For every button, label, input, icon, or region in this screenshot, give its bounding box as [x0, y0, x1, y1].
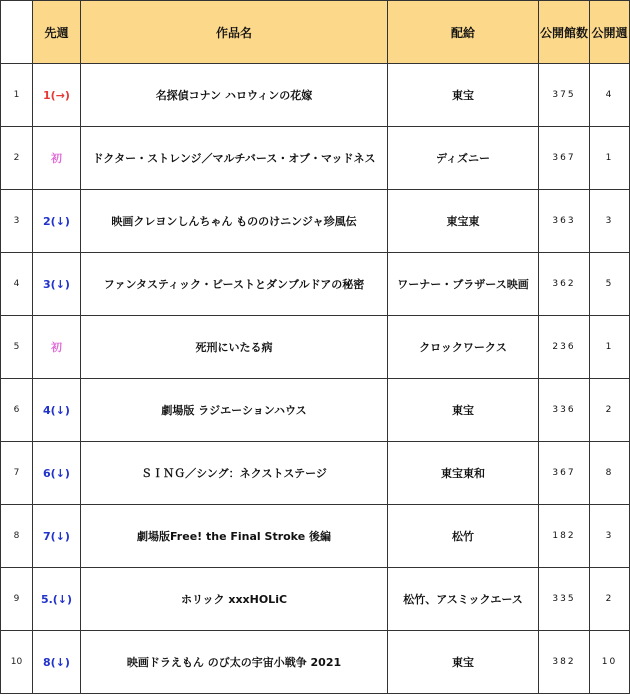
cell-distributor: 東宝 [388, 64, 539, 127]
cell-theaters: 236 [539, 316, 590, 379]
cell-weeks: 1 [590, 316, 630, 379]
cell-theaters: 367 [539, 442, 590, 505]
cell-title: 名探偵コナン ハロウィンの花嫁 [81, 64, 388, 127]
table-row [1, 127, 630, 190]
header-row [1, 1, 630, 64]
cell-title: 映画ドラえもん のび太の宇宙小戦争 2021 [81, 631, 388, 694]
cell-distributor: ワーナー・ブラザース映画 [388, 253, 539, 316]
cell-theaters: 362 [539, 253, 590, 316]
cell-prev-week: 5.(↓) [33, 568, 81, 631]
cell-rank: 7 [1, 442, 33, 505]
table-header [1, 1, 630, 64]
header-theaters: 公開館数 [539, 1, 590, 64]
cell-theaters: 336 [539, 379, 590, 442]
cell-title: 映画クレヨンしんちゃん もののけニンジャ珍風伝 [81, 190, 388, 253]
header-weeks: 公開週 [590, 1, 630, 64]
cell-weeks: 4 [590, 64, 630, 127]
cell-weeks: 5 [590, 253, 630, 316]
cell-title: 劇場版 ラジエーションハウス [81, 379, 388, 442]
cell-distributor: 東宝 [388, 631, 539, 694]
cell-distributor: 松竹 [388, 505, 539, 568]
cell-weeks: 10 [590, 631, 630, 694]
cell-weeks: 2 [590, 568, 630, 631]
cell-rank: 8 [1, 505, 33, 568]
cell-title: ファンタスティック・ビーストとダンブルドアの秘密 [81, 253, 388, 316]
cell-distributor: 松竹、アスミックエース [388, 568, 539, 631]
table-row [1, 442, 630, 505]
cell-theaters: 382 [539, 631, 590, 694]
table-row [1, 568, 630, 631]
cell-prev-week: 2(↓) [33, 190, 81, 253]
cell-prev-week: 6(↓) [33, 442, 81, 505]
cell-weeks: 3 [590, 505, 630, 568]
cell-prev-week: 4(↓) [33, 379, 81, 442]
table-row [1, 253, 630, 316]
cell-weeks: 3 [590, 190, 630, 253]
cell-prev-week: 1(→) [33, 64, 81, 127]
table-row [1, 64, 630, 127]
cell-rank: 1 [1, 64, 33, 127]
cell-prev-week: 8(↓) [33, 631, 81, 694]
cell-prev-week: 初 [33, 316, 81, 379]
cell-rank: 4 [1, 253, 33, 316]
cell-theaters: 375 [539, 64, 590, 127]
cell-rank: 5 [1, 316, 33, 379]
table-row [1, 316, 630, 379]
cell-distributor: ディズニー [388, 127, 539, 190]
table-row [1, 505, 630, 568]
cell-title: ＳＩＮＧ／シング：ネクストステージ [81, 442, 388, 505]
cell-rank: 10 [1, 631, 33, 694]
cell-prev-week: 7(↓) [33, 505, 81, 568]
table-body [1, 64, 630, 694]
cell-rank: 2 [1, 127, 33, 190]
cell-theaters: 335 [539, 568, 590, 631]
header-distributor: 配給 [388, 1, 539, 64]
cell-title: ホリック xxxHOLiC [81, 568, 388, 631]
cell-distributor: クロックワークス [388, 316, 539, 379]
table-row [1, 631, 630, 694]
cell-title: 劇場版Free! the Final Stroke 後編 [81, 505, 388, 568]
cell-rank: 9 [1, 568, 33, 631]
cell-distributor: 東宝 [388, 379, 539, 442]
cell-rank: 6 [1, 379, 33, 442]
cell-theaters: 363 [539, 190, 590, 253]
cell-distributor: 東宝東和 [388, 442, 539, 505]
cell-title: ドクター・ストレンジ／マルチバース・オブ・マッドネス [81, 127, 388, 190]
cell-theaters: 182 [539, 505, 590, 568]
cell-prev-week: 3(↓) [33, 253, 81, 316]
cell-rank: 3 [1, 190, 33, 253]
table-row [1, 379, 630, 442]
cell-theaters: 367 [539, 127, 590, 190]
cell-distributor: 東宝東 [388, 190, 539, 253]
cell-title: 死刑にいたる病 [81, 316, 388, 379]
cell-weeks: 8 [590, 442, 630, 505]
cell-weeks: 1 [590, 127, 630, 190]
table-row [1, 190, 630, 253]
header-title: 作品名 [81, 1, 388, 64]
cell-weeks: 2 [590, 379, 630, 442]
cell-prev-week: 初 [33, 127, 81, 190]
header-prev-week: 先週 [33, 1, 81, 64]
header-rank [1, 1, 33, 64]
